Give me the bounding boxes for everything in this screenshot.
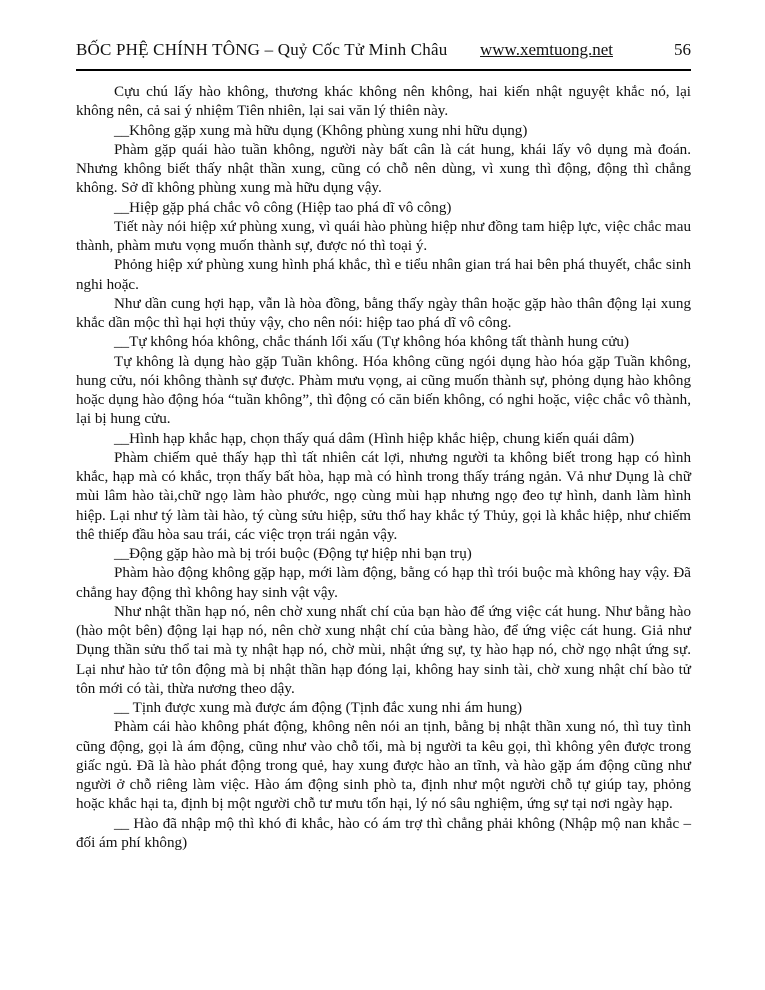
paragraph: Phàm cái hào không phát động, không nên nói an tịnh, bằng bị nhật thần xung nó, thì tuy tình cũng động, gọi là ám động, cũng như vào chỗ tối, mà bị người ta kêu gọi, thì không yên được trong giấc ngủ. Đã là hào phát động trong quẻ, hay xung được hào an tĩnh, và hào gặp ám động cũng như người ở chỗ riêng làm việc. Hào ám động sinh phò ta, định như một người chỗ tự giúp tay, phỏng hoặc khắc hại ta, định bị một người chỗ tư mưu tổn hại, lý nó sâu nghiệm, ứng sự tại nơi ngày hạp. [76,719,691,813]
paragraph: __ Hào đã nhập mộ thì khó đi khắc, hào có ám trợ thì chẳng phải không (Nhập mộ nan khắc – đối ám phí không) [76,815,691,851]
page-number: 56 [674,40,691,59]
paragraph: Như dần cung hợi hạp, vẫn là hòa đồng, bằng thấy ngày thân hoặc gặp hào thân động lại xung khắc dần mộc thì hại hợi thủy vậy, cho nên nói: hiệp tao phá dĩ vô công. [76,295,691,331]
paragraph: Phàm hào động không gặp hạp, mới làm động, bằng có hạp thì trói buộc mà không hay vậy. Đã chẳng hay động thì không hay sinh vật vậy. [76,565,691,601]
book-title: BỐC PHỆ CHÍNH TÔNG – Quỷ Cốc Tử Minh Châu [76,40,448,59]
website-link[interactable]: www.xemtuong.net [480,40,613,59]
section-heading: __Động gặp hào mà bị trói buộc (Động tự hiệp nhi bạn trụ) [114,546,472,562]
page-header [76,40,691,71]
paragraph: Phỏng hiệp xứ phùng xung hình phá khắc, thì e tiểu nhân gian trá hai bên phá thuyết, chắc sinh nghi hoặc. [76,257,691,293]
section-heading: __Không gặp xung mà hữu dụng (Không phùng xung nhi hữu dụng) [114,122,528,139]
paragraph: Cựu chú lấy hào không, thương khác không nên không, hai kiến nhật nguyệt khắc nó, lại không nên, cả sai ý nhiệm Tiên nhiên, lại sai văn lý thiên này. [76,84,691,120]
paragraph: Tự không là dụng hào gặp Tuần không. Hóa không cũng ngói dụng hào hóa gặp Tuần không, hung cửu, nói không thành sự được. Phàm mưu vọng, ai cũng muốn thành sự, phỏng dụng hào không hoặc dụng hào động hóa “tuần không”, thì động có căn biến không, có nghi hoặc, việc chắc vô thành, lại bị hung cửu. [76,353,691,428]
document-body [76,71,691,853]
paragraph: Như nhật thần hạp nó, nên chờ xung nhất chí của bạn hào để ứng việc cát hung. Như bằng hào (hào một bên) động lại hạp nó, nên chờ xung nhật chí của bàng hào, để ứng việc cát hung. Giả như Dụng thần sửu thổ tai mà tỵ nhật hạp nó, chờ mùi, nhật ứng sự, tỵ hào hạp nó, chờ ngọ nhật ứng sự. Lại như hào tử tôn động mà bị nhật thần hạp đóng lại, không hay sinh tài, chờ xung nhật chí bào tử tôn mới có tài, thừa nương theo dậy. [76,603,691,697]
section-heading: __Hiệp gặp phá chắc vô công (Hiệp tao phá dĩ vô công) [114,199,452,216]
paragraph: Phàm gặp quái hào tuần không, người này bất cân là cát hung, khái lấy vô dụng mà đoán. Nhưng không biết thấy nhật thần xung, cũng có chỗ nên dùng, vì xung thì động, động thì chẳng không. Sở dĩ không phùng xung mà hữu dụng vậy. [76,141,691,197]
paragraph: Phàm chiếm quẻ thấy hạp thì tất nhiên cát lợi, nhưng người ta không biết trong hạp có hình khắc, hạp mà có khắc, trọn thấy bất hòa, hạp mà có hình trong thấy tráng ngản. Vả như Dụng là chữ mùi lâm hào tài,chữ ngọ làm hào phước, ngọ cùng mùi hạp nhưng ngọ đeo tự hình, danh làm hình hiệp. Lại như tý làm tài hào, tý cùng sửu hiệp, sửu thổ hay khắc tý Thủy, gọi là khắc hiệp, như chiếm thê thiếp đầu hòa sau trái, các việc trọn trái ngản vậy. [76,449,691,543]
paragraph: Tiết này nói hiệp xứ phùng xung, vì quái hào phùng hiệp như đồng tam hiệp lực, việc chắc mau thành, phàm mưu vọng muốn thành sự, được nó thì toại ý. [76,218,691,254]
section-heading: __Hình hạp khắc hạp, chọn thấy quá dâm (Hình hiệp khắc hiệp, chung kiến quái dâm) [114,430,635,447]
section-heading: __Tự không hóa không, chắc thánh lối xấu (Tự không hóa không tất thành hung cửu) [114,334,629,351]
section-heading: __ Tịnh được xung mà được ám động (Tịnh đắc xung nhi ám hung) [114,700,523,716]
